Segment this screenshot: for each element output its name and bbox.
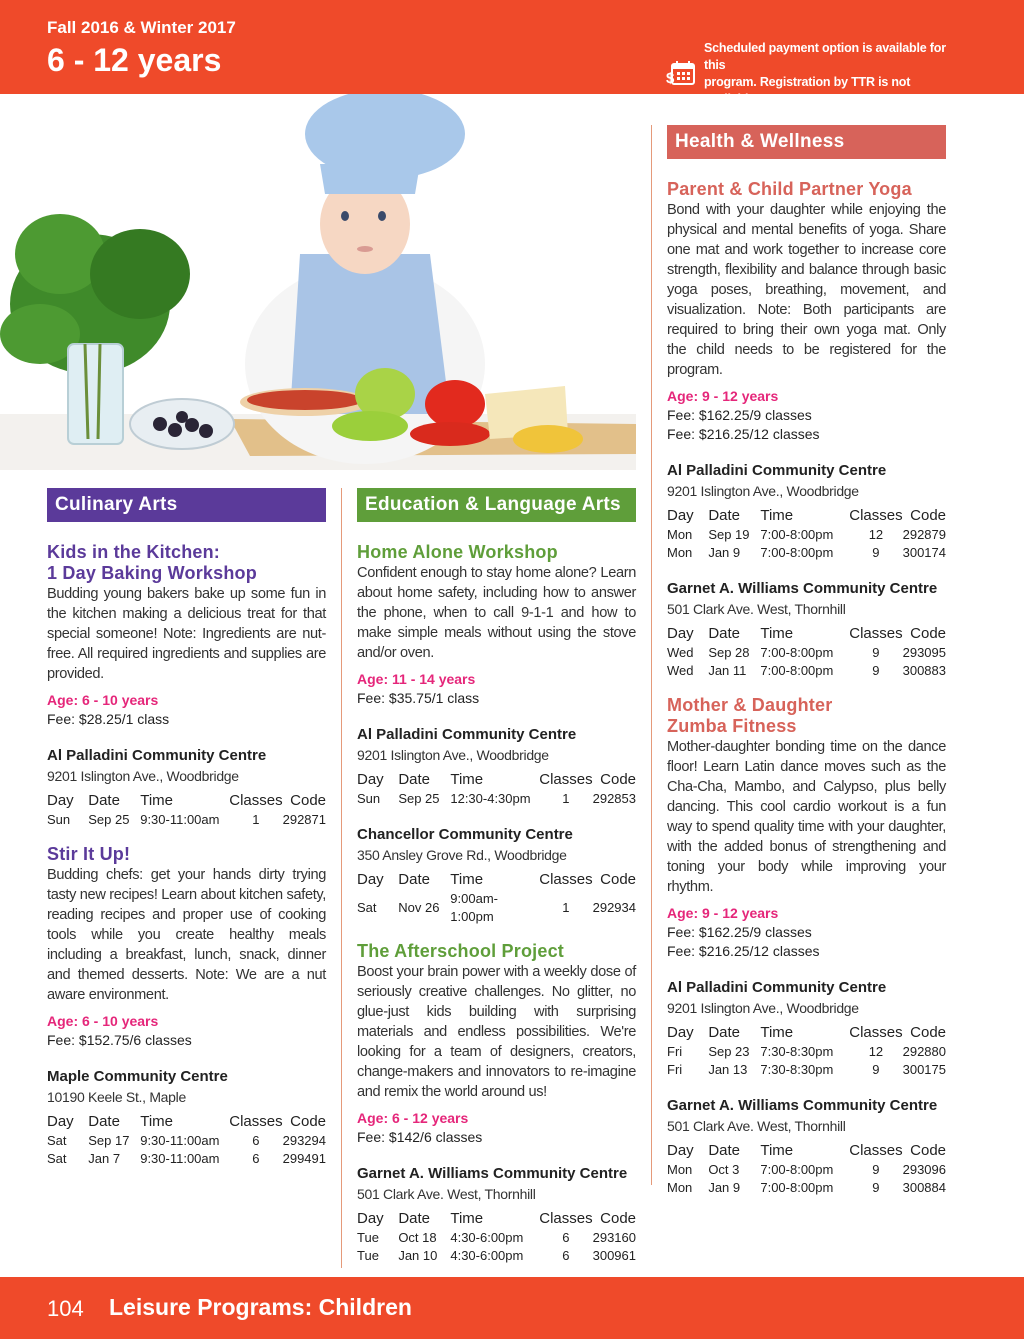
- payment-note-line2: program. Registration by TTR is not available.: [704, 75, 911, 106]
- program-description: Budding young bakers bake up some fun in the kitchen making a delicious treat for that special someone! Note: Ingredients are nut-free. All required ingredients and supplies are provided.: [47, 586, 326, 682]
- age-label: Age: 9 - 12 years: [667, 388, 779, 404]
- location-block: [47, 746, 326, 829]
- table-row: Mon Sep 19 7:00-8:00pm 12 292879: [667, 527, 946, 542]
- program-kids-in-the-kitchen: [47, 542, 326, 829]
- page-number: 104: [47, 1296, 84, 1321]
- schedule-header-row: Day Date Time Classes Code: [357, 1210, 636, 1227]
- table-row: Wed Sep 28 7:00-8:00pm 9 293095: [667, 645, 946, 660]
- program-description: Budding chefs: get your hands dirty trying tasty new recipes! Learn about kitchen safety, reading recipes and proper use of cooking tools while you create healthy meals including a breakfast, lunch, snack, dinner and themed desserts. Note: We are a nut aware environment.: [47, 867, 326, 1003]
- location-address: 9201 Islington Ave., Woodbridge: [667, 1000, 859, 1016]
- payment-note-line1: Scheduled payment option is available for this: [704, 41, 946, 72]
- section-band-education: Education & Language Arts: [357, 488, 636, 522]
- schedule-table: [357, 870, 636, 926]
- schedule-header-row: Day Date Time Classes Code: [47, 1113, 326, 1130]
- program-title: Stir It Up!: [47, 844, 131, 864]
- column-divider: [651, 125, 652, 1185]
- schedule-table: [357, 770, 636, 808]
- table-row: Sun Sep 25 12:30-4:30pm 1 292853: [357, 791, 636, 806]
- calendar-dollar-icon: [666, 59, 696, 89]
- table-row: Fri Jan 13 7:30-8:30pm 9 300175: [667, 1062, 946, 1077]
- child-chef-photo: [0, 94, 636, 470]
- section-band-culinary: Culinary Arts: [47, 488, 326, 522]
- program-description: Confident enough to stay home alone? Learn about home safety, including how to answer the phone, when to call 9-1-1 and how to make simple meals without using the stove and/or oven.: [357, 565, 636, 661]
- location-block: [667, 1096, 946, 1197]
- location-block: [667, 461, 946, 562]
- location-block: [357, 825, 636, 926]
- age-label: Age: 6 - 12 years: [357, 1110, 469, 1126]
- schedule-table: [667, 624, 946, 680]
- table-row: Sat Jan 7 9:30-11:00am 6 299491: [47, 1151, 326, 1166]
- program-title: The Afterschool Project: [357, 941, 564, 961]
- fee-label: Fee: $28.25/1 class: [47, 711, 170, 727]
- program-title: Parent & Child Partner Yoga: [667, 179, 912, 199]
- fee-label: Fee: $142/6 classes: [357, 1129, 483, 1145]
- location-block: [357, 725, 636, 808]
- age-label: Age: 11 - 14 years: [357, 671, 476, 687]
- schedule-header-row: Day Date Time Classes Code: [667, 1024, 946, 1041]
- schedule-table: [47, 1112, 326, 1168]
- location-name: Garnet A. Williams Community Centre: [357, 1165, 628, 1182]
- schedule-table: [667, 1023, 946, 1079]
- location-name: Al Palladini Community Centre: [357, 726, 577, 743]
- program-zumba-fitness: [667, 695, 946, 1197]
- location-block: [47, 1067, 326, 1168]
- table-row: Mon Jan 9 7:00-8:00pm 9 300884: [667, 1180, 946, 1195]
- program-partner-yoga: [667, 179, 946, 680]
- program-stir-it-up: [47, 844, 326, 1168]
- table-row: Mon Oct 3 7:00-8:00pm 9 293096: [667, 1162, 946, 1177]
- fee-label: Fee: $216.25/12 classes: [667, 426, 820, 442]
- location-address: 501 Clark Ave. West, Thornhill: [667, 601, 846, 617]
- svg-text:$: $: [666, 70, 675, 87]
- program-title: Home Alone Workshop: [357, 542, 558, 562]
- program-afterschool-project: [357, 941, 636, 1265]
- table-row: Mon Jan 9 7:00-8:00pm 9 300174: [667, 545, 946, 560]
- location-block: [357, 1164, 636, 1265]
- age-label: Age: 6 - 10 years: [47, 692, 159, 708]
- location-name: Al Palladini Community Centre: [47, 747, 267, 764]
- location-address: 9201 Islington Ave., Woodbridge: [357, 747, 549, 763]
- table-row: Fri Sep 23 7:30-8:30pm 12 292880: [667, 1044, 946, 1059]
- schedule-header-row: Day Date Time Classes Code: [667, 625, 946, 642]
- schedule-table: [47, 791, 326, 829]
- schedule-table: [667, 1141, 946, 1197]
- location-address: 9201 Islington Ave., Woodbridge: [667, 483, 859, 499]
- schedule-header-row: Day Date Time Classes Code: [357, 871, 636, 888]
- location-address: 10190 Keele St., Maple: [47, 1089, 186, 1105]
- fee-label: Fee: $152.75/6 classes: [47, 1032, 192, 1048]
- footer-title: Leisure Programs: Children: [109, 1294, 412, 1320]
- season-label: Fall 2016 & Winter 2017: [47, 18, 236, 37]
- location-name: Chancellor Community Centre: [357, 826, 573, 843]
- program-title: Mother & Daughter Zumba Fitness: [667, 695, 833, 736]
- location-address: 9201 Islington Ave., Woodbridge: [47, 768, 239, 784]
- schedule-header-row: Day Date Time Classes Code: [667, 1142, 946, 1159]
- program-home-alone-workshop: [357, 542, 636, 926]
- table-row: Wed Jan 11 7:00-8:00pm 9 300883: [667, 663, 946, 678]
- location-name: Garnet A. Williams Community Centre: [667, 580, 938, 597]
- schedule-header-row: Day Date Time Classes Code: [667, 507, 946, 524]
- fee-label: Fee: $162.25/9 classes: [667, 924, 812, 940]
- schedule-header-row: Day Date Time Classes Code: [357, 771, 636, 788]
- page-header: [0, 0, 1024, 106]
- table-row: Tue Jan 10 4:30-6:00pm 6 300961: [357, 1248, 636, 1263]
- program-description: Bond with your daughter while enjoying the physical and mental benefits of yoga. Share one mat and work together to increase core strength, flexibility and balance through basic yoga poses, breathing, movement, and visualization. Note: Both participants are required to bring their own yoga mat. Only the child needs to be registered for the program.: [667, 202, 946, 378]
- program-description: Boost your brain power with a weekly dose of seriously creative challenges. No glitter, no glue-just kids building with surprising materials and endless possibilities. We're looking for a team of designers, creators, change-makers and innovators to re-imagine and remix the world around us!: [357, 964, 636, 1100]
- section-band-health: Health & Wellness: [667, 125, 946, 159]
- location-address: 501 Clark Ave. West, Thornhill: [667, 1118, 846, 1134]
- program-title: Kids in the Kitchen: 1 Day Baking Workshop: [47, 542, 257, 583]
- location-name: Maple Community Centre: [47, 1068, 228, 1085]
- page-footer: [0, 1277, 1024, 1339]
- fee-label: Fee: $216.25/12 classes: [667, 943, 820, 959]
- schedule-table: [357, 1209, 636, 1265]
- schedule-header-row: Day Date Time Classes Code: [47, 792, 326, 809]
- culinary-arts-column: [47, 488, 326, 1168]
- fee-label: Fee: $35.75/1 class: [357, 690, 480, 706]
- location-address: 501 Clark Ave. West, Thornhill: [357, 1186, 536, 1202]
- fee-label: Fee: $162.25/9 classes: [667, 407, 812, 423]
- location-name: Al Palladini Community Centre: [667, 979, 887, 996]
- location-name: Al Palladini Community Centre: [667, 462, 887, 479]
- location-block: [667, 579, 946, 680]
- location-address: 350 Ansley Grove Rd., Woodbridge: [357, 847, 567, 863]
- column-divider: [341, 488, 342, 1268]
- health-wellness-column: [667, 125, 946, 1197]
- location-block: [667, 978, 946, 1079]
- age-range-title: 6 - 12 years: [47, 42, 222, 78]
- age-label: Age: 6 - 10 years: [47, 1013, 159, 1029]
- program-description: Mother-daughter bonding time on the dance floor! Learn Latin dance moves such as the Cha-Cha, Mambo, and Calypso, plus belly dancing. This cool cardio workout is a fun way to spend quality time with your daughter, with the added bonus of strengthening and toning your body while improving your rhythm.: [667, 739, 946, 895]
- table-row: Tue Oct 18 4:30-6:00pm 6 293160: [357, 1230, 636, 1245]
- age-label: Age: 9 - 12 years: [667, 905, 779, 921]
- table-row: Sat Sep 17 9:30-11:00am 6 293294: [47, 1133, 326, 1148]
- table-row: Sat Nov 26 9:00am-1:00pm 1 292934: [357, 891, 636, 924]
- table-row: Sun Sep 25 9:30-11:00am 1 292871: [47, 812, 326, 827]
- location-name: Garnet A. Williams Community Centre: [667, 1097, 938, 1114]
- education-column: [357, 488, 636, 1265]
- schedule-table: [667, 506, 946, 562]
- payment-note: [666, 40, 956, 108]
